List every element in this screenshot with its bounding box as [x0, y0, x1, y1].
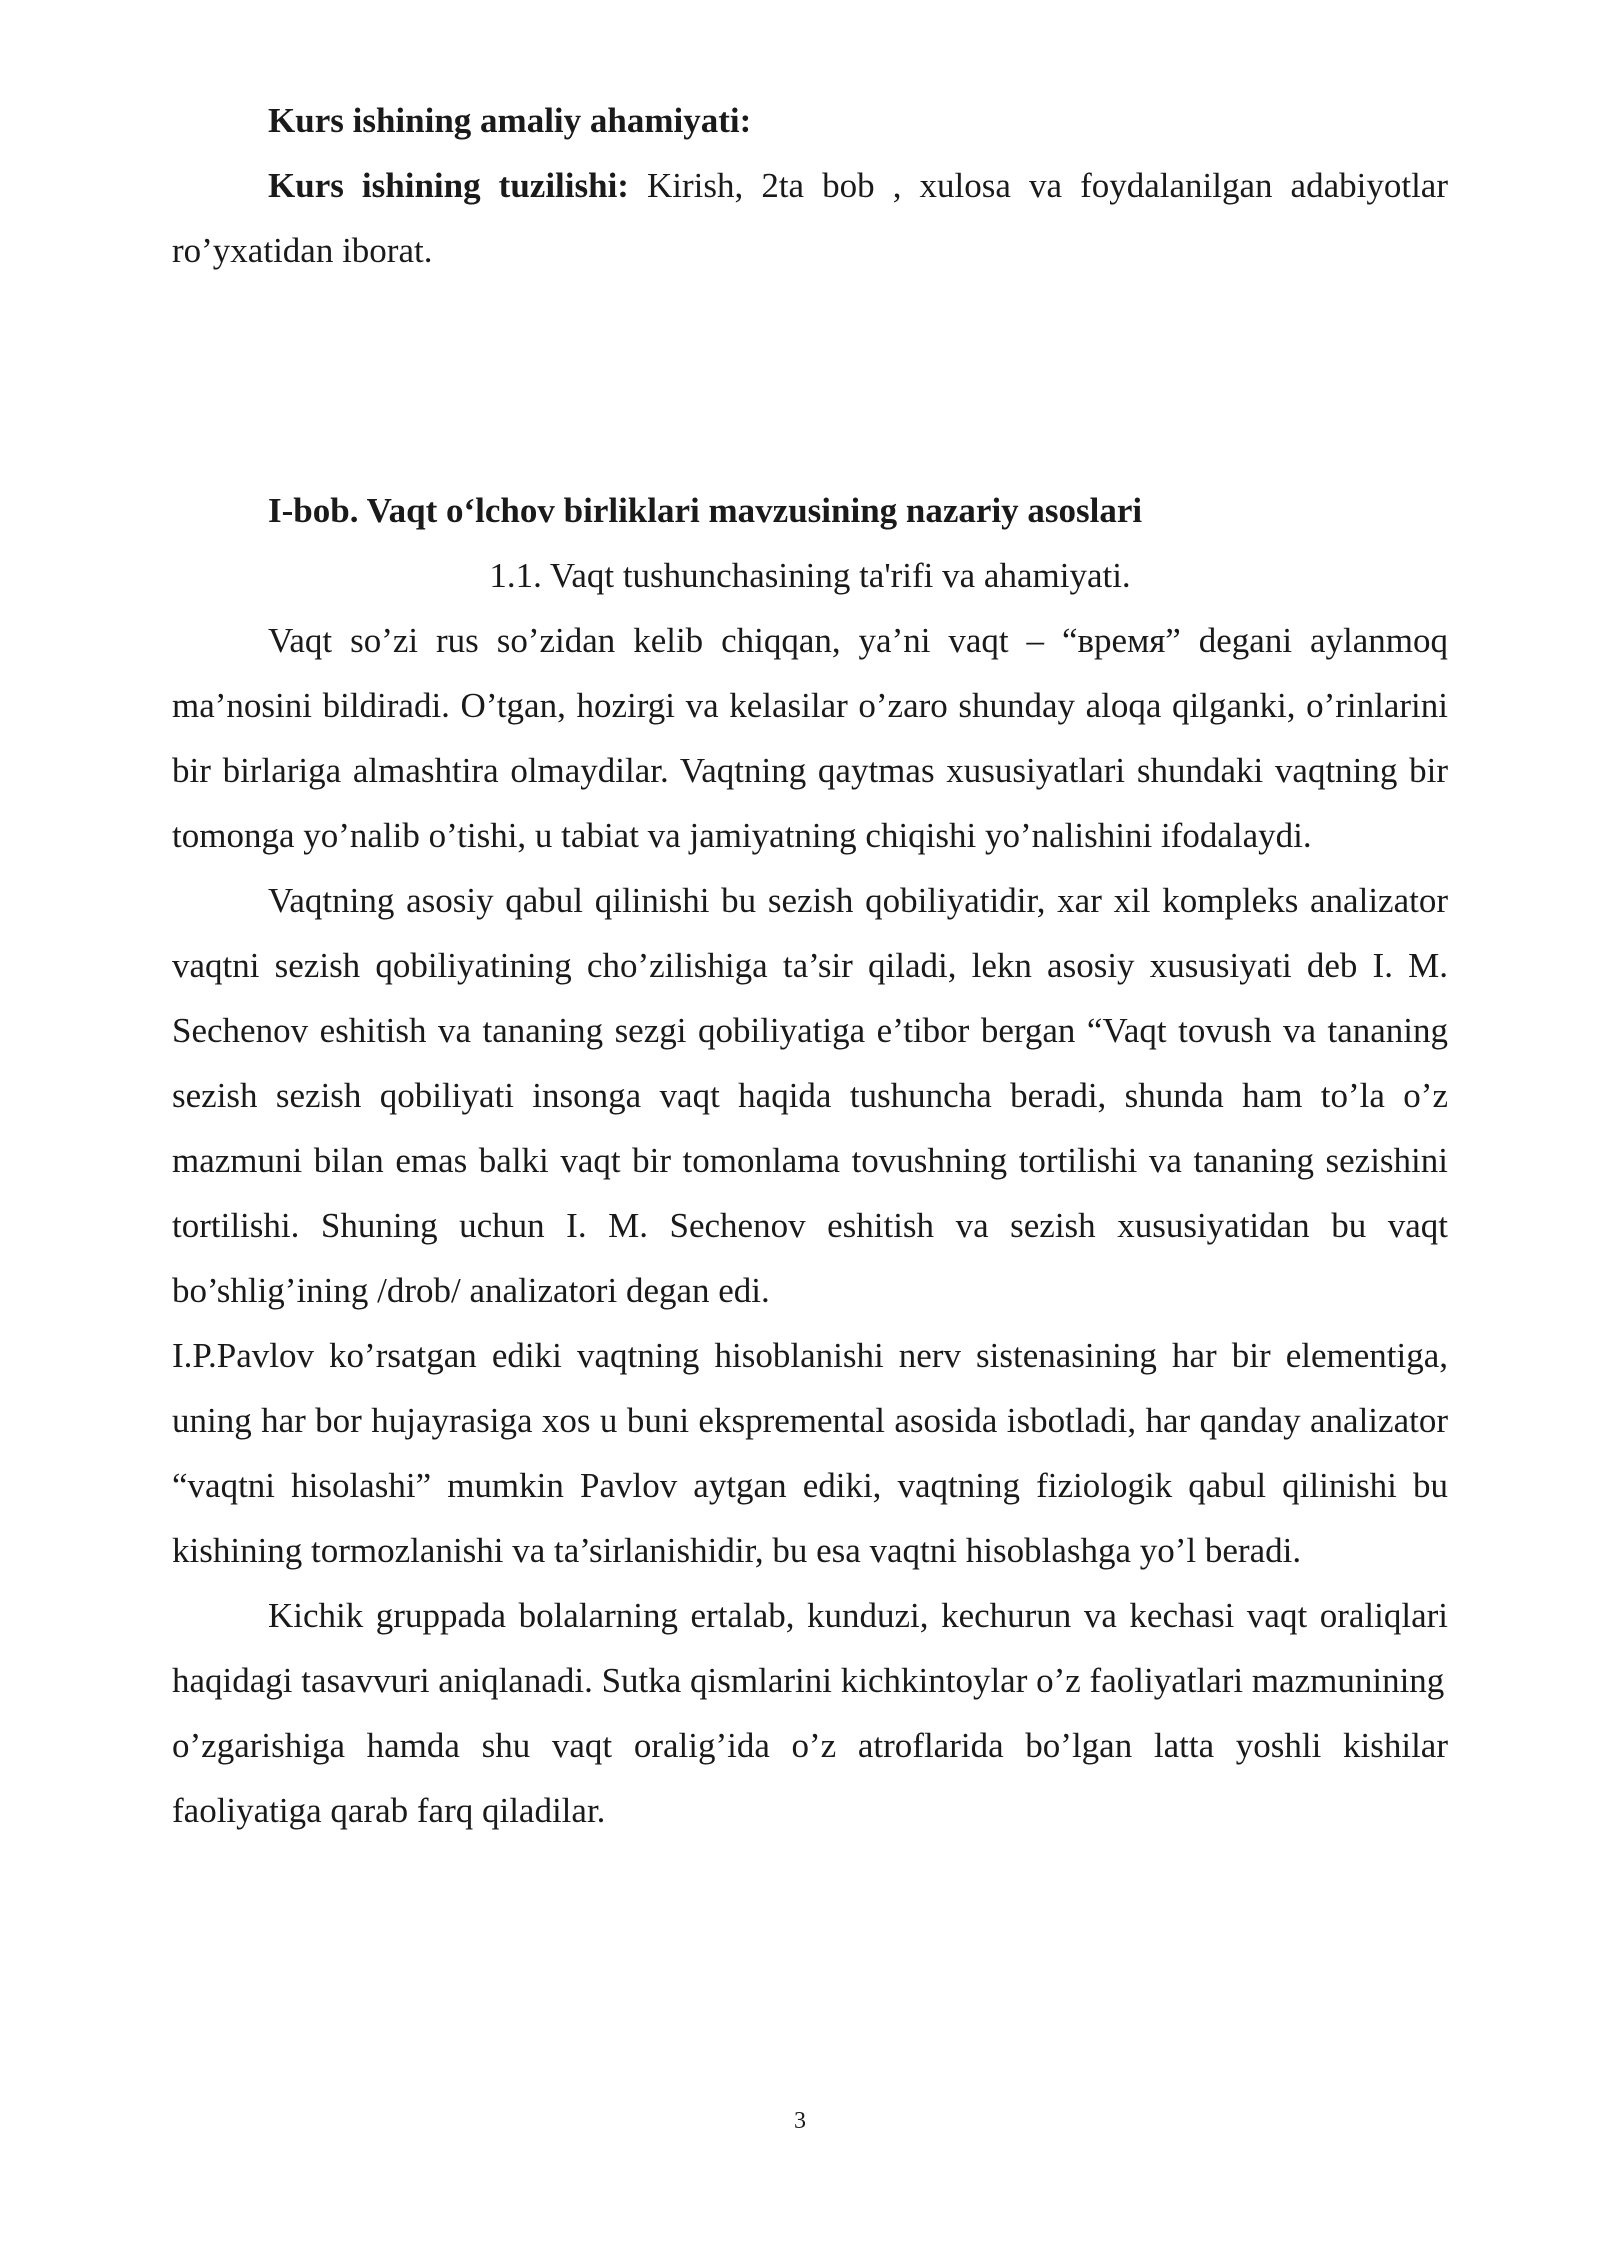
structure-text: Kirish, 2ta bob , xulosa va foydalanilgan adabiyotlar ro’yxatidan iborat.: [172, 166, 1448, 270]
paragraph-2: Vaqtning asosiy qabul qilinishi bu sezish qobiliyatidir, xar xil kompleks analizator vaqtni sezish qobiliyatining cho’zilishiga ta’sir qiladi, lekn asosiy xususiyati deb I. M. Sechenov eshitish va tananing sezgi qobiliyatiga e’tibor bergan “Vaqt tovush va tananing sezish sezish qobiliyati insonga vaqt haqida tushuncha beradi, shunda ham to’la o’z mazmuni bilan emas balki vaqt bir tomonlama tovushning tortilishi va tananing sezishini tortilishi. Shuning uchun I. M. Sechenov eshitish va sezish xususiyatidan bu vaqt bo’shlig’ining /drob/ analizatori degan edi.: [172, 881, 1448, 1310]
practical-significance-heading: [172, 88, 1448, 153]
structure-paragraph: [172, 153, 1448, 283]
paragraph-1: Vaqt so’zi rus so’zidan kelib chiqqan, ya’ni vaqt – “время” degani aylanmoq ma’nosini bildiradi. O’tgan, hozirgi va kelasilar o’zaro shunday aloqa qilganki, o’rinlarini bir birlariga almashtira olmaydilar. Vaqtning qaytmas xususiyatlari shundaki vaqtning bir tomonga yo’nalib o’tishi, u tabiat va jamiyatning chiqishi yo’nalishini ifodalaydi.: [172, 621, 1448, 855]
paragraph-4b: o’zgarishiga hamda shu vaqt oralig’ida o’z atroflarida bo’lgan latta yoshli kishilar faoliyatiga qarab farq qiladilar.: [172, 1726, 1448, 1830]
paragraph-3: I.P.Pavlov ko’rsatgan ediki vaqtning hisoblanishi nerv sistenasining har bir elementiga, uning har bor hujayrasiga xos u buni ekspremental asosida isbotladi, har qanday analizator “vaqtni hisolashi” mumkin Pavlov aytgan ediki, vaqtning fiziologik qabul qilinishi bu kishining tormozlanishi va ta’sirlanishidir, bu esa vaqtni hisoblashga yo’l beradi.: [172, 1336, 1448, 1570]
chapter-title: I-bob. Vaqt oʻlchov birliklari mavzusining nazariy asoslari: [268, 491, 1143, 530]
structure-label: Kurs ishining tuzilishi:: [268, 166, 629, 205]
paragraph-4a: Kichik gruppada bolalarning ertalab, kunduzi, kechurun va kechasi vaqt oraliqlari haqidagi tasavvuri aniqlanadi. Sutka qismlarini kichkintoylar o’z faoliyatlari mazmunining: [172, 1596, 1448, 1700]
spacer: [172, 283, 1448, 478]
practical-significance-label: Kurs ishining amaliy ahamiyati:: [268, 101, 752, 140]
document-page: [172, 88, 1448, 1843]
page-number: 3: [794, 2108, 806, 2134]
section-title: 1.1. Vaqt tushunchasining ta'rifi va ahamiyati.: [489, 556, 1131, 595]
